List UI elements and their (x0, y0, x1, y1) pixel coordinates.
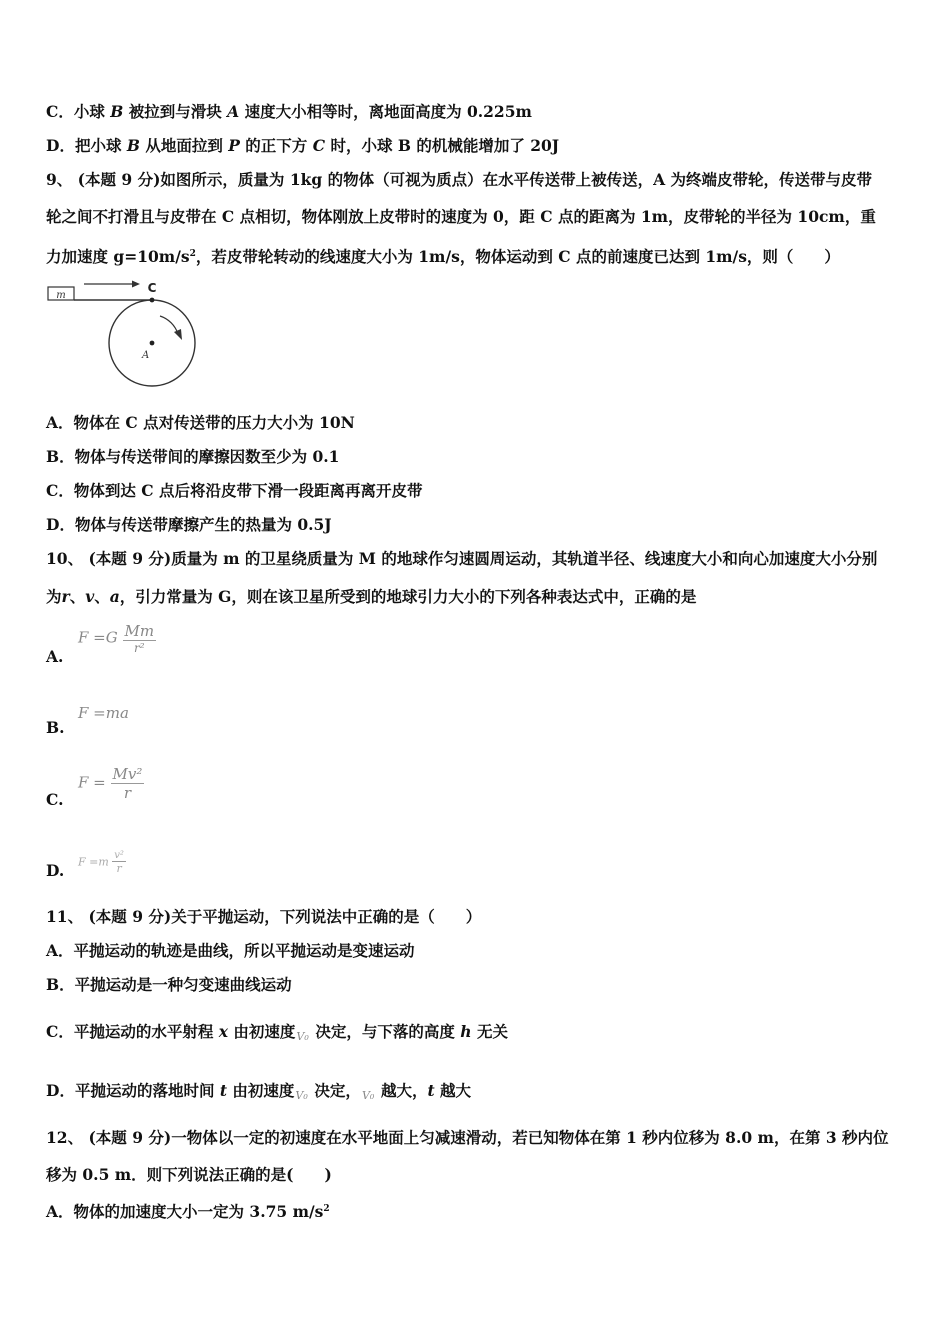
q10-stem-line1: 10、 (本题 9 分)质量为 m 的卫星绕质量为 M 的地球作匀速圆周运动，其轨道半径、线速度大小和向心加速度大小分别 (46, 549, 878, 568)
q10-stem-line2: 为r、v、a，引力常量为 G，则在该卫星所受到的地球引力大小的下列各种表达式中，正确的是 (46, 587, 697, 606)
q9-stem-line3: 力加速度 $g=10m/s^2$，若皮带轮转动的线速度大小为 1m/s，物体运动到 C 点的前速度已达到 1m/s，则（ ） (46, 247, 840, 266)
rotation-arrow (160, 316, 178, 334)
q11-option-d: D．平抛运动的落地时间 t 由初速度 V₀ 决定， V₀ 越大，t 越大 (46, 1081, 472, 1102)
conveyor-belt-figure (46, 278, 198, 390)
formula-d: F =m $\frac{\text{v²}}{r}$ (78, 850, 124, 875)
point-c-dot (150, 298, 155, 303)
q12-stem-line2: 移为 0.5 m．则下列说法正确的是( ) (46, 1165, 332, 1184)
q8-option-c: C．小球 B 被拉到与滑块 A 速度大小相等时，离地面高度为 0.225m (46, 102, 532, 121)
point-c-label: C (147, 281, 157, 295)
q10-option-b-label: B. (46, 718, 65, 737)
q9-option-d: D．物体与传送带摩擦产生的热量为 0.5J (46, 515, 332, 534)
q10-option-a-label: A. (46, 647, 64, 666)
q10-option-c-label: C. (46, 790, 64, 809)
q9-stem-line2: 轮之间不打滑且与皮带在 C 点相切，物体刚放上皮带时的速度为 0，距 C 点的距离为 1m，皮带轮的半径为 10cm，重 (46, 207, 876, 226)
formula-c: F = $\frac{\text{Mv²}}{r}$ (78, 765, 143, 802)
q9-option-b: B．物体与传送带间的摩擦因数至少为 0.1 (46, 447, 340, 466)
q9-stem-line1: 9、 (本题 9 分)如图所示，质量为 1kg 的物体（可视为质点）在水平传送带上被传送，A 为终端皮带轮，传送带与皮带 (46, 170, 873, 189)
q12-option-a: A．物体的加速度大小一定为 3.75 $m/s^2$ (46, 1202, 330, 1221)
q8-option-d: D．把小球 B 从地面拉到 P 的正下方 C 时，小球 B 的机械能增加了 20J (46, 136, 560, 155)
q12-stem-line1: 12、 (本题 9 分)一物体以一定的初速度在水平地面上匀减速滑动，若已知物体在第 1 秒内位移为 8.0 m，在第 3 秒内位 (46, 1128, 889, 1147)
rotation-arrowhead (174, 329, 182, 340)
q9-option-a: A．物体在 C 点对传送带的压力大小为 10N (46, 413, 355, 432)
formula-a: F =G $\frac{Mm}{\text{r²}}$ (78, 622, 155, 655)
formula-b: F =ma (78, 704, 129, 722)
block-m-label: m (56, 290, 66, 301)
q11-option-b: B．平抛运动是一种匀变速曲线运动 (46, 975, 292, 994)
q10-option-d-label: D. (46, 861, 65, 880)
q11-stem: 11、 (本题 9 分)关于平抛运动，下列说法中正确的是（ ） (46, 907, 482, 926)
velocity-arrowhead (132, 281, 140, 288)
q11-option-a: A．平抛运动的轨迹是曲线，所以平抛运动是变速运动 (46, 941, 415, 960)
q11-option-c: C．平抛运动的水平射程 x 由初速度 V₀ 决定，与下落的高度 h 无关 (46, 1022, 508, 1043)
q9-option-c: C．物体到达 C 点后将沿皮带下滑一段距离再离开皮带 (46, 481, 423, 500)
point-a-dot (150, 341, 155, 346)
point-a-label: A (142, 350, 150, 361)
